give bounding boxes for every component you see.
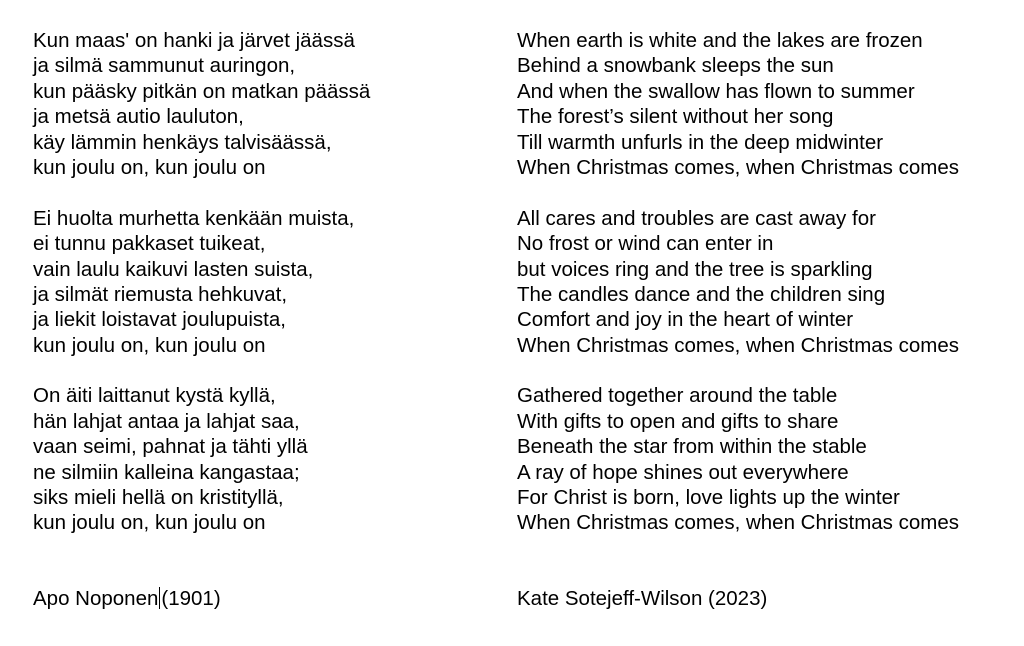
poem-line: The forest’s silent without her song <box>517 105 834 129</box>
poem-line: The candles dance and the children sing <box>517 282 886 306</box>
author-year[interactable]: (1901) <box>161 587 221 610</box>
poem-line: When Christmas comes, when Christmas comes <box>517 511 960 535</box>
poem-line: Beneath the star from within the stable <box>517 435 867 459</box>
poem-line: kun joulu on, kun joulu on <box>33 511 266 535</box>
poem-line: Ei huolta murhetta kenkään muista, <box>33 206 355 230</box>
finnish-poem <box>33 28 493 561</box>
english-poem <box>517 28 1012 561</box>
poem-line: Till warmth unfurls in the deep midwinter <box>517 130 884 154</box>
poem-line: kun pääsky pitkän on matkan päässä <box>33 79 371 103</box>
poem-line: kun joulu on, kun joulu on <box>33 155 266 179</box>
english-attribution[interactable] <box>517 586 767 611</box>
poem-line: käy lämmin henkäys talvisäässä, <box>33 130 332 154</box>
poem-line: ja silmät riemusta hehkuvat, <box>33 282 288 306</box>
poem-line: All cares and troubles are cast away for <box>517 206 876 230</box>
poem-line: No frost or wind can enter in <box>517 232 774 256</box>
poem-line: Behind a snowbank sleeps the sun <box>517 54 834 78</box>
poem-line: When Christmas comes, when Christmas comes <box>517 333 960 357</box>
english-stanza-3 <box>517 383 1012 535</box>
poem-line: kun joulu on, kun joulu on <box>33 333 266 357</box>
poem-line: but voices ring and the tree is sparkling <box>517 257 873 281</box>
poem-line: vain laulu kaikuvi lasten suista, <box>33 257 314 281</box>
poem-line: ne silmiin kalleina kangastaa; <box>33 460 300 484</box>
translator-credit[interactable]: Kate Sotejeff-Wilson (2023) <box>517 587 768 610</box>
poem-line: A ray of hope shines out everywhere <box>517 460 849 484</box>
poem-line: On äiti laittanut kystä kyllä, <box>33 384 276 408</box>
poem-line: ei tunnu pakkaset tuikeat, <box>33 232 266 256</box>
poem-line: ja liekit loistavat joulupuista, <box>33 308 286 332</box>
poem-line: vaan seimi, pahnat ja tähti yllä <box>33 435 308 459</box>
poem-line: siks mieli hellä on kristityllä, <box>33 486 284 510</box>
author-name[interactable]: Apo Noponen <box>33 587 159 610</box>
poem-line: ja silmä sammunut auringon, <box>33 54 296 78</box>
poem-line: When Christmas comes, when Christmas comes <box>517 155 960 179</box>
finnish-stanza-1 <box>33 28 493 180</box>
finnish-stanza-2 <box>33 206 493 358</box>
finnish-stanza-3 <box>33 383 493 535</box>
poem-line: With gifts to open and gifts to share <box>517 409 839 433</box>
english-stanza-1 <box>517 28 1012 180</box>
poem-line: Comfort and joy in the heart of winter <box>517 308 854 332</box>
poem-line: hän lahjat antaa ja lahjat saa, <box>33 409 300 433</box>
poem-line: Kun maas' on hanki ja järvet jäässä <box>33 29 355 52</box>
english-stanza-2 <box>517 206 1012 358</box>
poem-line: When earth is white and the lakes are frozen <box>517 29 923 52</box>
poem-line: For Christ is born, love lights up the winter <box>517 486 900 510</box>
poem-line: Gathered together around the table <box>517 384 838 408</box>
poem-line: ja metsä autio lauluton, <box>33 105 244 129</box>
finnish-attribution[interactable] <box>33 586 221 611</box>
poem-line: And when the swallow has flown to summer <box>517 79 915 103</box>
